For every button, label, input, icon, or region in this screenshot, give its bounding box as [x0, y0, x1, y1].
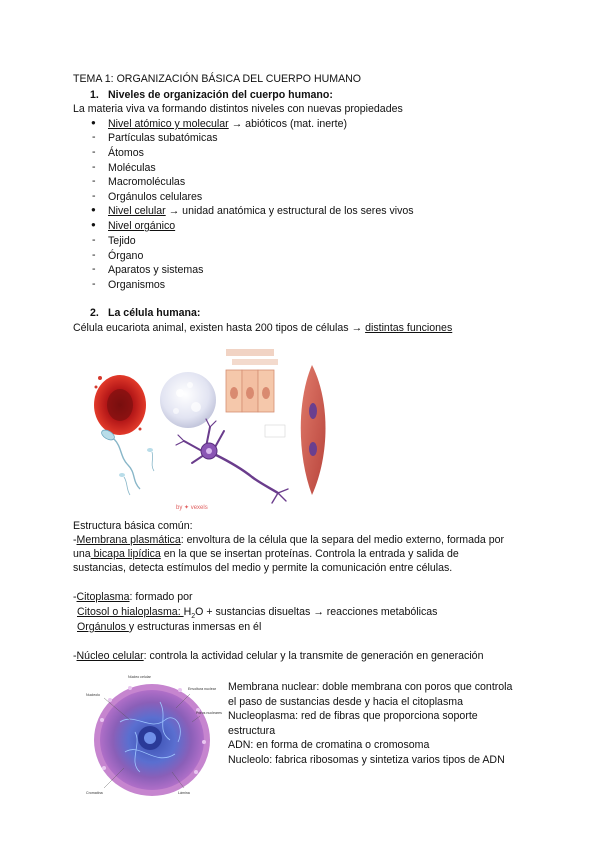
- nucleus-line: [73, 649, 483, 663]
- nucleus-desc-line: ADN: en forma de cromatina o cromosoma: [228, 739, 430, 751]
- dash-marker: -: [92, 190, 96, 202]
- dash-marker: -: [73, 591, 77, 603]
- diagram-label-envoltura: Envoltura nuclear: [188, 687, 216, 691]
- section-1-heading: Niveles de organización del cuerpo humano:: [108, 89, 333, 101]
- level-cellular-label: Nivel celular: [108, 205, 166, 217]
- list-item: Órgano: [108, 250, 144, 262]
- dash-marker: -: [92, 161, 96, 173]
- membrane-desc-2: en la que se insertan proteínas. Controla la entrada y salida de: [160, 548, 459, 560]
- cell-types-figure: [92, 345, 337, 515]
- cytoplasm-label: Citoplasma: [76, 591, 130, 603]
- diagram-label-lamina: Lámina: [178, 791, 190, 795]
- list-item: Tejido: [108, 235, 136, 247]
- cytosol-desc: O + sustancias disueltas → reacciones metabólicas: [195, 606, 438, 618]
- vexels-watermark: by ✦ vexels: [176, 505, 208, 511]
- list-item: Organismos: [108, 279, 166, 291]
- list-item: Orgánulos celulares: [108, 191, 203, 203]
- section-2-intro: [73, 321, 452, 335]
- level-cellular-rest: → unidad anatómica y estructural de los seres vivos: [165, 205, 414, 217]
- dash-marker: -: [92, 234, 96, 246]
- section-2-number: 2.: [90, 307, 99, 319]
- lipid-bilayer-link: bicapa lipídica: [90, 548, 161, 560]
- small-caption-box: [265, 425, 285, 437]
- nucleus-desc: : controla la actividad celular y la transmite de generación en generación: [143, 650, 484, 662]
- white-blood-cell-illustration: [160, 372, 216, 428]
- dash-marker: -: [92, 263, 96, 275]
- organelles-label: Orgánulos: [77, 621, 129, 633]
- bullet-icon: ●: [91, 118, 96, 127]
- level-atomic-label: Nivel atómico y molecular: [108, 118, 229, 130]
- cytosol-label: Citosol o hialoplasma:: [77, 606, 184, 618]
- diagram-label-poros: Poros nucleares: [196, 711, 222, 715]
- nucleus-diagram: [80, 672, 225, 802]
- diagram-label-nucleolo: Nucleolo: [86, 693, 100, 697]
- level-atomic: [108, 117, 347, 131]
- list-item: Aparatos y sistemas: [108, 264, 204, 276]
- level-organic-label: Nivel orgánico: [108, 220, 176, 232]
- dash-marker: -: [92, 175, 96, 187]
- list-item: Moléculas: [108, 162, 156, 174]
- dash-marker: -: [92, 249, 96, 261]
- nucleus-desc-line: Nucleoplasma: red de fibras que proporciona soporte: [228, 710, 478, 722]
- functions-link: distintas funciones: [365, 322, 453, 334]
- diagram-label-title: Núcleo celular: [128, 675, 151, 679]
- dash-marker: -: [92, 146, 96, 158]
- membrane-label: Membrana plasmática: [76, 534, 181, 546]
- organelles-desc: y estructuras inmersas en él: [128, 621, 262, 633]
- page-title: TEMA 1: ORGANIZACIÓN BÁSICA DEL CUERPO HUMANO: [73, 73, 362, 85]
- cytosol-line: [77, 605, 437, 619]
- nucleus-desc-line: Membrana nuclear: doble membrana con poros que controla: [228, 681, 513, 693]
- list-item: Átomos: [108, 147, 144, 159]
- nucleolus-core: [144, 732, 156, 744]
- dash-marker: -: [92, 278, 96, 290]
- nucleus-desc-line: Nucleolo: fabrica ribosomas y sintetiza varios tipos de ADN: [228, 754, 505, 766]
- cytoplasm-desc: : formado por: [129, 591, 193, 603]
- membrane-line-3: sustancias, detecta estímulos del medio y permite la comunicación entre células.: [73, 562, 453, 574]
- section-1-number: 1.: [90, 89, 99, 101]
- list-item: Partículas subatómicas: [108, 132, 218, 144]
- dash-marker: -: [73, 650, 77, 662]
- bullet-icon: ●: [91, 205, 96, 214]
- red-blood-cell-illustration: [94, 375, 146, 435]
- epithelial-cells-illustration: [226, 349, 278, 412]
- membrane-line-2: [73, 547, 459, 561]
- membrane-line-1: [73, 533, 504, 547]
- dash-marker: -: [73, 534, 77, 546]
- membrane-desc-2-pre: una: [73, 548, 91, 560]
- dash-marker: -: [92, 131, 96, 143]
- section-2-intro-text: Célula eucariota animal, existen hasta 200 tipos de células →: [73, 322, 366, 334]
- nucleus-desc-line: estructura: [228, 725, 276, 737]
- cytosol-h: H: [183, 606, 192, 618]
- nucleus-desc-line: el paso de sustancias desde y hacia el citoplasma: [228, 696, 463, 708]
- list-item: Macromoléculas: [108, 176, 186, 188]
- common-structure-label: Estructura básica común:: [73, 520, 193, 532]
- cytosol-subscript: 2: [191, 613, 196, 621]
- diagram-label-cromatina: Cromatina: [86, 791, 103, 795]
- level-atomic-rest: → abióticos (mat. inerte): [228, 118, 348, 130]
- nucleus-label: Núcleo celular: [76, 650, 144, 662]
- membrane-desc-1: : envoltura de la célula que la separa del medio externo, formada por: [180, 534, 505, 546]
- section-2-heading: La célula humana:: [108, 307, 201, 319]
- section-1-intro: La materia viva va formando distintos niveles con nuevas propiedades: [73, 103, 403, 115]
- level-cellular: [108, 204, 414, 218]
- cytoplasm-line: [73, 590, 193, 604]
- bullet-icon: ●: [91, 220, 96, 229]
- smooth-muscle-cell-illustration: [301, 365, 326, 495]
- organelles-line: [77, 620, 261, 634]
- sperm-cells-illustration: [100, 428, 154, 495]
